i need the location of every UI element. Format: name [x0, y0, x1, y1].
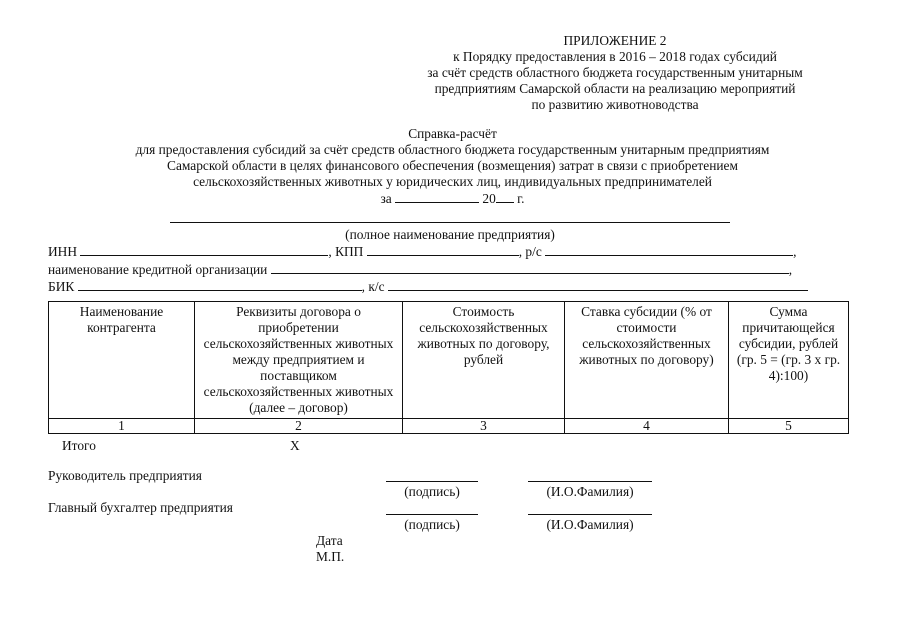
comma: ,	[793, 244, 797, 259]
title-line: для предоставления субсидий за счёт средств областного бюджета государственным унитарным предприятиям	[135, 142, 770, 157]
ks-field[interactable]	[388, 278, 808, 291]
inn-label: ИНН	[48, 244, 78, 259]
company-name-caption: (полное наименование предприятия)	[345, 227, 555, 242]
header-contract-details: Реквизиты договора о приобретении сельскохозяйственных животных между предприятием и поставщиком сельскохозяйственных животных (далее – договор)	[195, 302, 403, 419]
inn-row	[48, 243, 796, 260]
kpp-label: , КПП	[328, 244, 364, 259]
subsidy-table	[48, 301, 849, 434]
total-mark: Х	[290, 438, 300, 453]
accountant-signature-label: Главный бухгалтер предприятия	[48, 500, 233, 515]
accountant-name-field[interactable]	[528, 514, 652, 515]
column-number: 2	[195, 419, 403, 434]
period-line	[60, 190, 845, 207]
document-title	[60, 126, 845, 207]
comma: ,	[788, 262, 793, 277]
bank-row	[48, 261, 792, 278]
date-label: Дата	[316, 533, 343, 548]
header-subsidy-rate: Ставка субсидии (% от стоимости сельскохозяйственных животных по договору)	[565, 302, 729, 419]
stamp-label: М.П.	[316, 549, 345, 564]
period-field[interactable]	[395, 190, 479, 203]
head-signature-label: Руководитель предприятия	[48, 468, 202, 483]
bik-label: БИК	[48, 279, 75, 294]
column-number: 4	[565, 419, 729, 434]
total-label: Итого	[62, 438, 96, 453]
header-animal-cost: Стоимость сельскохозяйственных животных по договору, рублей	[403, 302, 565, 419]
appendix-line: предприятиям Самарской области на реализацию мероприятий	[434, 81, 796, 96]
column-number: 5	[729, 419, 849, 434]
accountant-signature-field[interactable]	[386, 514, 478, 515]
head-signature-field[interactable]	[386, 481, 478, 482]
year-field[interactable]	[496, 190, 514, 203]
company-name-field[interactable]	[170, 222, 730, 223]
bik-field[interactable]	[78, 278, 362, 291]
name-caption: (И.О.Фамилия)	[546, 517, 634, 532]
appendix-line: к Порядку предоставления в 2016 – 2018 годах субсидий	[453, 49, 777, 64]
name-caption: (И.О.Фамилия)	[546, 484, 634, 499]
header-counterparty: Наименование контрагента	[49, 302, 195, 419]
bank-label: наименование кредитной организации	[48, 262, 268, 277]
signature-caption: (подпись)	[404, 484, 460, 499]
bank-field[interactable]	[271, 261, 789, 274]
column-number: 1	[49, 419, 195, 434]
title-line: сельскохозяйственных животных у юридических лиц, индивидуальных предпринимателей	[193, 174, 712, 189]
appendix-title: ПРИЛОЖЕНИЕ 2	[563, 33, 667, 48]
kpp-field[interactable]	[367, 243, 519, 256]
appendix-line: по развитию животноводства	[531, 97, 699, 112]
rs-field[interactable]	[545, 243, 793, 256]
period-year: 20	[482, 191, 496, 206]
table-number-row	[49, 419, 849, 434]
inn-field[interactable]	[80, 243, 328, 256]
table-header-row	[49, 302, 849, 419]
signature-caption: (подпись)	[404, 517, 460, 532]
column-number: 3	[403, 419, 565, 434]
appendix-line: за счёт средств областного бюджета государственным унитарным	[427, 65, 803, 80]
header-subsidy-amount: Сумма причитающейся субсидии, рублей (гр. 5 = (гр. 3 х гр. 4):100)	[729, 302, 849, 419]
title-line: Самарской области в целях финансового обеспечения (возмещения) затрат в связи с приобретением	[167, 158, 738, 173]
head-name-field[interactable]	[528, 481, 652, 482]
ks-label: , к/с	[361, 279, 385, 294]
rs-label: , р/с	[518, 244, 542, 259]
title-heading: Справка-расчёт	[408, 126, 497, 141]
period-prefix: за	[380, 191, 392, 206]
appendix-header	[400, 33, 830, 113]
bik-row	[48, 278, 808, 295]
period-suffix: г.	[517, 191, 525, 206]
